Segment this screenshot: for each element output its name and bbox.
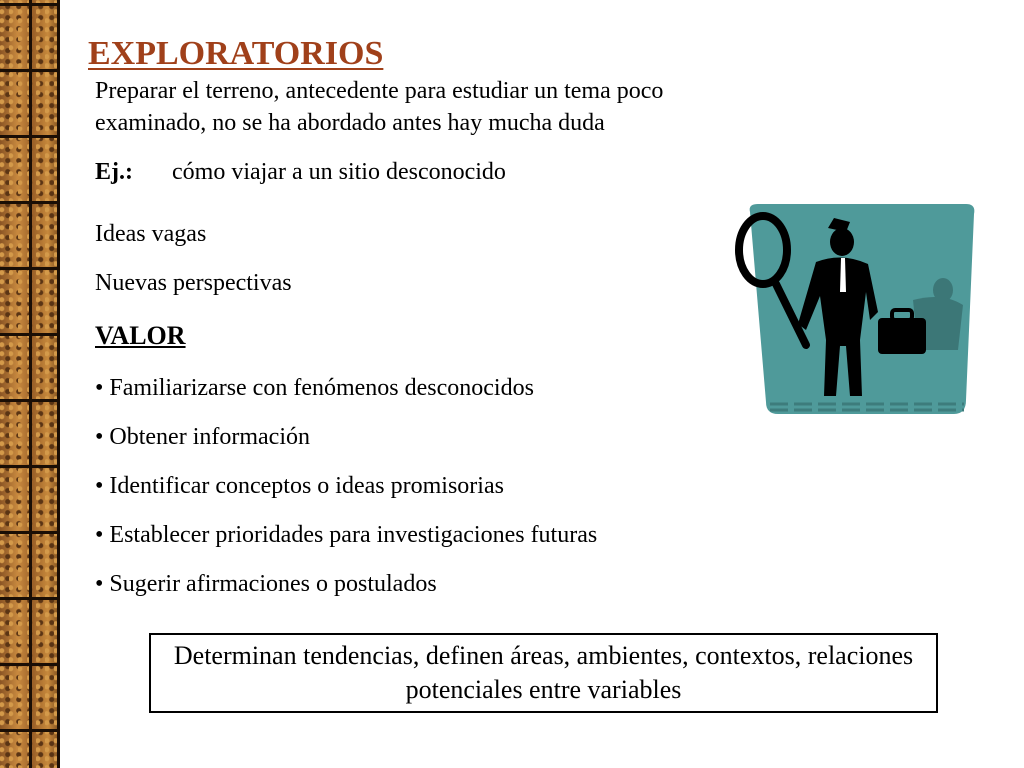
intro-text: Preparar el terreno, antecedente para estudiar un tema poco examinado, no se ha abordado antes hay mucha duda bbox=[95, 78, 664, 136]
example-line bbox=[95, 156, 506, 188]
slide-title: EXPLORATORIOS bbox=[88, 35, 384, 72]
perspectives-text: Nuevas perspectivas bbox=[95, 270, 292, 296]
list-item: • Sugerir afirmaciones o postulados bbox=[95, 568, 597, 600]
summary-box: Determinan tendencias, definen áreas, ambientes, contextos, relaciones potenciales entre variables bbox=[149, 633, 938, 713]
strip-divider bbox=[29, 0, 32, 768]
valor-list bbox=[95, 372, 597, 617]
example-label: Ej.: bbox=[95, 159, 133, 185]
valor-heading: VALOR bbox=[95, 321, 186, 350]
list-item: • Obtener información bbox=[95, 421, 597, 453]
list-item: • Establecer prioridades para investigaciones futuras bbox=[95, 519, 597, 551]
list-item: • Identificar conceptos o ideas promisorias bbox=[95, 470, 597, 502]
list-item: • Familiarizarse con fenómenos desconocidos bbox=[95, 372, 597, 404]
example-text: cómo viajar a un sitio desconocido bbox=[172, 159, 506, 185]
ideas-text: Ideas vagas bbox=[95, 221, 207, 247]
detective-magnifying-glass-icon bbox=[728, 200, 978, 420]
strip-edge bbox=[57, 0, 60, 768]
